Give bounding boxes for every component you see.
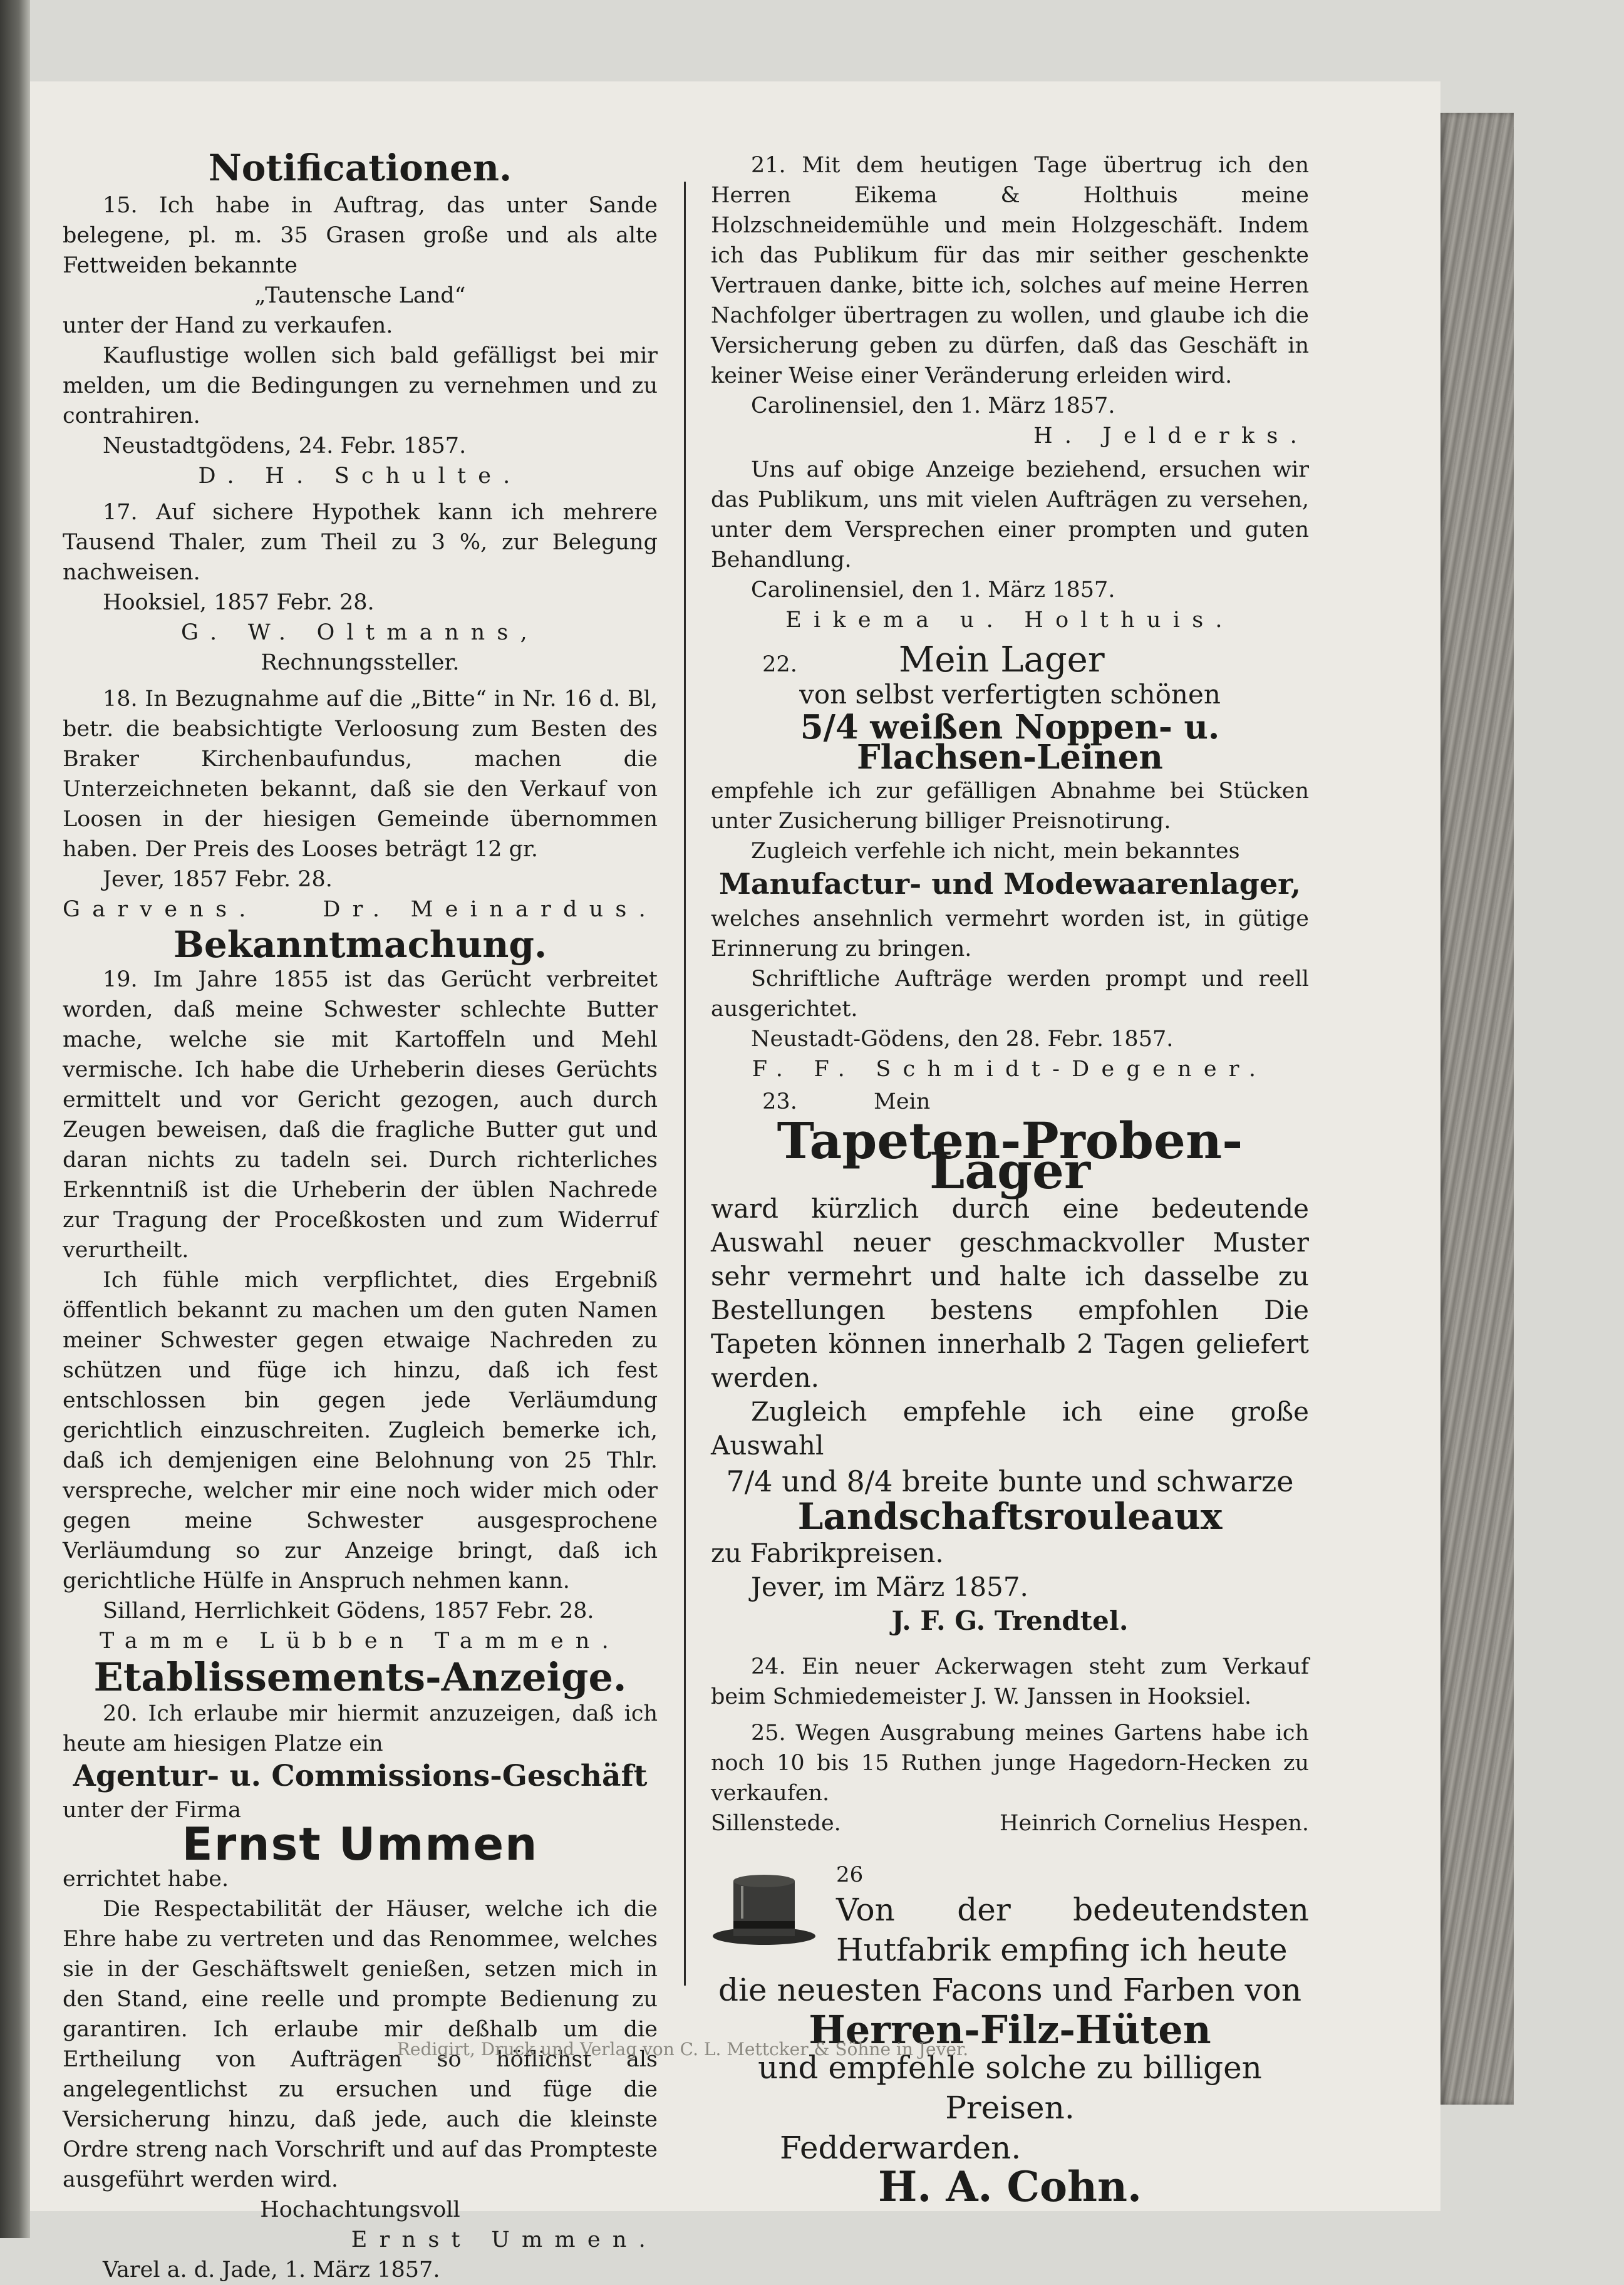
notice-15-name: „Tautensche Land“ [254,283,466,308]
notice-15-place-date: Neustadtgödens, 24. Febr. 1857. [103,433,467,459]
bekanntmachung-heading: Bekanntmachung. [173,923,547,966]
etablissement-heading: Etablissements-Anzeige. [93,1654,627,1700]
notice-25-footer [711,1808,1309,1838]
notice-21-signature: H. Jelderks. [1033,423,1309,448]
notice-21-place-date: Carolinensiel, den 1. März 1857. [751,393,1115,418]
notice-18-body: 18. In Bezugnahme auf die „Bitte“ in Nr. 16 d. Bl, betr. die beabsichtigte Verloosung zum Besten des Braker Kirchenbaufundus, machen die Unterzeichneten bekannt, daß sie den Verkauf von Loosen in der hiesigen Gemeinde übernommen haben. Der Preis des Looses beträgt 12 gr. [63,687,658,862]
notice-26-signature: H. A. Cohn. [878,2162,1142,2211]
notice-20-body2: Die Respectabilität der Häuser, welche ich die Ehre habe zu vertreten und das Renommee, welches sie in der Geschäftswelt genießen, setzen mich in den Stand, eine reelle und prompte Bedienung zu garantiren. Ich erlaube mir deßhalb um die Ertheilung von Aufträgen so höflichst als angelegentlichst zu ersuchen und füge die Versicherung hinzu, daß jede, auch die kleinste Ordre streng nach Vorschrift und auf das Prompteste ausgeführt werden wird. [63,1897,658,2192]
notice-23-place-date: Jever, im März 1857. [751,1572,1028,1602]
notice-23-body: ward kürzlich durch eine bedeutende Auswahl neuer geschmackvoller Muster sehr vermehrt und halte ich dasselbe zu Bestellungen bestens empfohlen Die Tapeten können innerhalb 2 Tagen geliefert werden. [711,1193,1309,1393]
top-hat-icon [711,1871,817,1946]
notice-26-product: Herren-Filz-Hüten [809,2007,1211,2053]
notice-22-heading: Mein Lager [899,640,1105,680]
notice-15-body2: unter der Hand zu verkaufen. [63,313,393,338]
notice-15-signature: D. H. Schulte. [198,464,522,489]
notice-23-number: 23. [762,1089,797,1114]
notice-15-body: 15. Ich habe in Auftrag, das unter Sande belegene, pl. m. 35 Grasen große und als alte Fettweiden bekannte [63,193,658,278]
book-binding-edge [1440,113,1514,2105]
notice-22-store: Manufactur- und Modewaarenlager, [718,867,1301,901]
notice-26-place: Fedderwarden. [780,2130,1021,2166]
notice-22-body4: Schriftliche Aufträge werden prompt und reell ausgerichtet. [711,966,1309,1022]
notice-26-number: 26 [836,1862,864,1887]
notice-18-signature-garvens: Garvens. [63,897,258,922]
notice-18-signature-meinardus: Dr. Meinardus. [323,897,658,922]
notice-23-signature: J. F. G. Trendtel. [891,1605,1129,1636]
notice-23-heading: Tapeten-Proben-Lager [777,1111,1243,1200]
notice-22-number: 22. [762,652,797,677]
notice-23-product: Landschaftsrouleaux [797,1495,1223,1538]
notice-20-place-date: Varel a. d. Jade, 1. März 1857. [103,2257,440,2282]
notice-19-body2: Ich fühle mich verpflichtet, dies Ergebniß öffentlich bekannt zu machen um den guten Namen meiner Schwester gegen etwaige Nachreden zu schützen und füge ich hinzu, daß ich fest entschlossen bin gegen jede Verläumdung gerichtlich einzuschreiten. Zugleich bemerke ich, daß ich demjenigen eine Belohnung von 25 Thlr. verspreche, welcher mir eine noch wider mich oder gegen meine Schwester ausgesprochene Verläumdung so zur Anzeige bringt, daß ich gerichtliche Hülfe in Anspruch nehmen kann. [63,1268,658,1593]
notice-20-firm-name: Ernst Ummen [182,1818,539,1870]
imprint-footer: Redigirt, Druck und Verlag von C. L. Mettcker & Söhne in Jever. [396,2039,969,2060]
notice-25-body: 25. Wegen Ausgrabung meines Gartens habe ich noch 10 bis 15 Ruthen junge Hagedorn-Hecken zu verkaufen. [711,1721,1309,1806]
notice-20-body: 20. Ich erlaube mir hiermit anzuzeigen, daß ich heute am hiesigen Platze ein [63,1701,658,1756]
notice-22-body2: Zugleich verfehle ich nicht, mein bekanntes [751,839,1240,864]
notice-26-text-a: Von der bedeutendsten Hutfabrik empfing ich heute [836,1892,1309,1968]
notice-21-place-date2: Carolinensiel, den 1. März 1857. [751,578,1115,603]
notice-17-body: 17. Auf sichere Hypothek kann ich mehrere Tausend Thaler, zum Theil zu 3 %, zur Belegung nachweisen. [63,500,658,585]
notice-26-top [711,1860,1309,1970]
notice-22-body: empfehle ich zur gefälligen Abnahme bei Stücken unter Zusicherung billiger Preisnotirung. [711,779,1309,834]
notice-19-body: 19. Im Jahre 1855 ist das Gerücht verbreitet worden, daß meine Schwester schlechte Butter mache, welche sie mit Kartoffeln und Mehl vermische. Ich habe die Urheberin dieses Gerüchts ermittelt und vor Gericht gezogen, auch durch Zeugen beweisen, daß die fragliche Butter gut und daran nichts zu tadeln sei. Durch richterliches Erkenntniß ist die Urheberin der üblen Nachrede zur Tragung der Proceßkosten und zum Widerruf verurtheilt. [63,967,658,1263]
notifications-heading: Notificationen. [208,147,512,189]
notice-22-product: 5/4 weißen Noppen- u. Flachsen-Leinen [800,708,1220,777]
book-gutter [0,0,30,2238]
column-divider [684,182,686,1986]
notice-20-established: errichtet habe. [63,1867,229,1892]
notice-25-signature: Heinrich Cornelius Hespen. [1000,1811,1309,1836]
notice-21-body2: Uns auf obige Anzeige beziehend, ersuchen wir das Publikum, uns mit vielen Aufträgen zu versehen, unter dem Versprechen einer prompten und guten Behandlung. [711,457,1309,573]
notice-19-signature: Tamme Lübben Tammen. [100,1629,621,1654]
notice-21-body: 21. Mit dem heutigen Tage übertrug ich den Herren Eikema & Holthuis meine Holzschneidemühle und mein Holzgeschäft. Indem ich das Publikum für das mir seither geschenkte Vertrauen danke, bitte ich, solches auf meine Herren Nachfolger übertragen zu wollen, und glaube ich die Versicherung geben zu dürfen, daß das Geschäft in keiner Weise einer Veränderung erleiden wird. [711,153,1309,388]
notice-23-price-note: zu Fabrikpreisen. [711,1538,944,1568]
left-column [63,147,658,2285]
notice-22-header [711,640,1309,680]
notice-20-signature: Ernst Ummen. [351,2227,658,2252]
notice-17-place-date: Hooksiel, 1857 Febr. 28. [103,590,375,615]
notice-20-business: Agentur- u. Commissions-Geschäft [73,1759,648,1793]
notice-25-place: Sillenstede. [711,1811,841,1836]
notice-18-place-date: Jever, 1857 Febr. 28. [103,867,333,892]
notice-15-body3: Kauflustige wollen sich bald gefälligst bei mir melden, um die Bedingungen zu vernehmen und zu contrahiren. [63,343,658,428]
notice-20-closing: Hochachtungsvoll [260,2197,460,2222]
notice-18-signatures [63,894,658,925]
notice-22-sub: von selbst verfertigten schönen [799,679,1221,710]
notice-23-breite: 7/4 und 8/4 breite bunte und schwarze [726,1464,1294,1498]
notice-19-place-date: Silland, Herrlichkeit Gödens, 1857 Febr. 28. [103,1598,594,1624]
notice-26-text-b: die neuesten Facons und Farben von [718,1972,1302,2008]
notice-23-body2: Zugleich empfehle ich eine große Auswahl [711,1396,1309,1461]
right-column [711,150,1309,2211]
notice-24-body: 24. Ein neuer Ackerwagen steht zum Verkauf beim Schmiedemeister J. W. Janssen in Hooksiel. [711,1654,1309,1709]
notice-26-text-c: und empfehle solche zu billigen Preisen. [758,2049,1262,2126]
notice-17-title: Rechnungssteller. [261,650,460,675]
notice-22-body3: welches ansehnlich vermehrt worden ist, in gütige Erinnerung zu bringen. [711,906,1309,961]
notice-22-place-date: Neustadt-Gödens, den 28. Febr. 1857. [751,1027,1174,1052]
notice-22-signature: F. F. Schmidt-Degener. [752,1057,1268,1082]
notice-23-intro: Mein [874,1089,931,1114]
notice-20-firm-label: unter der Firma [63,1798,241,1823]
notice-17-signature: G. W. Oltmanns, [181,620,539,645]
notice-21-signature2: Eikema u. Holthuis. [785,608,1234,633]
